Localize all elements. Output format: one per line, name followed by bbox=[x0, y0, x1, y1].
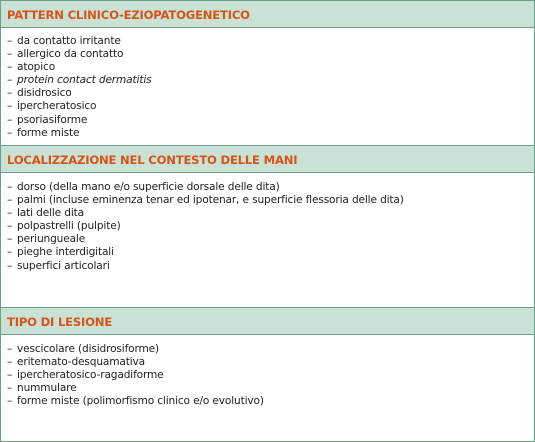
list-item: – forme miste bbox=[7, 126, 80, 139]
section-header-tipo-lesione bbox=[1, 307, 534, 335]
list-item: – pieghe interdigitali bbox=[7, 246, 114, 259]
list-item: – ipercheratosico bbox=[7, 100, 97, 113]
list-item: – disidrosico bbox=[7, 87, 72, 100]
section-header-localizzazione bbox=[1, 145, 534, 173]
bullet-dash: – bbox=[7, 100, 13, 113]
section-list-pattern bbox=[1, 28, 534, 145]
list-item: – lati delle dita bbox=[7, 207, 84, 220]
section-title: LOCALIZZAZIONE NEL CONTESTO DELLE MANI bbox=[7, 153, 298, 167]
list-item: – protein contact dermatitis bbox=[7, 74, 152, 87]
bullet-dash: – bbox=[7, 48, 13, 61]
bullet-dash: – bbox=[7, 126, 13, 139]
list-item: – nummulare bbox=[7, 382, 77, 395]
section-list-localizzazione bbox=[1, 173, 534, 307]
bullet-dash: – bbox=[7, 343, 13, 355]
list-item: – allergico da contatto bbox=[7, 48, 124, 61]
list-item: – polpastrelli (pulpite) bbox=[7, 220, 121, 233]
list-item: – superfici articolari bbox=[7, 259, 110, 272]
list-item: – atopico bbox=[7, 61, 56, 74]
bullet-dash: – bbox=[7, 259, 13, 272]
bullet-dash: – bbox=[7, 74, 13, 87]
bullet-dash: – bbox=[7, 207, 13, 220]
list-item: – periungueale bbox=[7, 233, 86, 246]
section-title: TIPO DI LESIONE bbox=[7, 315, 113, 329]
section-list-tipo-lesione bbox=[1, 335, 534, 441]
bullet-dash: – bbox=[7, 369, 13, 382]
list-item: – palmi (incluse eminenza tenar ed ipotenar, e superficie flessoria delle dita) bbox=[7, 194, 404, 207]
bullet-dash: – bbox=[7, 233, 13, 246]
list-item: – da contatto irritante bbox=[7, 35, 121, 47]
bullet-dash: – bbox=[7, 181, 13, 193]
bullet-dash: – bbox=[7, 246, 13, 259]
bullet-dash: – bbox=[7, 113, 13, 126]
bullet-dash: – bbox=[7, 382, 13, 395]
bullet-dash: – bbox=[7, 395, 13, 408]
bullet-dash: – bbox=[7, 220, 13, 233]
list-item: – dorso (della mano e/o superficie dorsale delle dita) bbox=[7, 181, 280, 193]
bullet-dash: – bbox=[7, 35, 13, 47]
list-item: – eritemato-desquamativa bbox=[7, 356, 146, 369]
bullet-dash: – bbox=[7, 356, 13, 369]
list-item: – vescicolare (disidrosiforme) bbox=[7, 343, 160, 355]
list-item: – ipercheratosico-ragadiforme bbox=[7, 369, 164, 382]
bullet-dash: – bbox=[7, 194, 13, 207]
bullet-dash: – bbox=[7, 61, 13, 74]
section-header-pattern bbox=[1, 1, 534, 28]
bullet-dash: – bbox=[7, 87, 13, 100]
list-item: – psoriasiforme bbox=[7, 113, 88, 126]
list-item: – forme miste (polimorfismo clinico e/o evolutivo) bbox=[7, 395, 264, 408]
section-title: PATTERN CLINICO-EZIOPATOGENETICO bbox=[7, 8, 250, 22]
